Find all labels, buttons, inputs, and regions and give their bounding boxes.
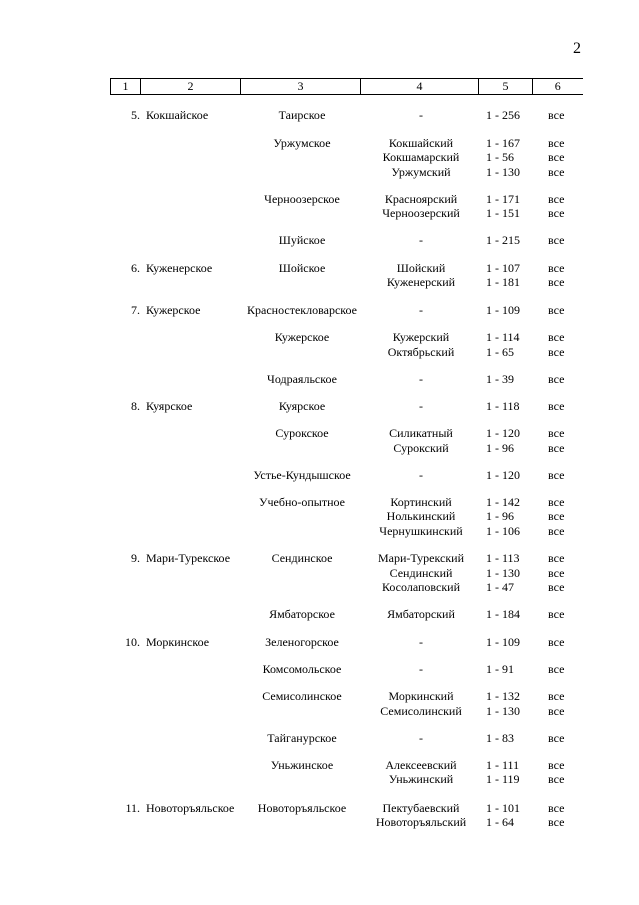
row-number: 5. xyxy=(131,108,140,122)
range-value: 1 - 120 xyxy=(486,467,520,482)
district-name: Новоторъяльское xyxy=(146,800,235,815)
scope-value: все xyxy=(548,757,565,772)
range-value: 1 - 56 xyxy=(486,150,514,164)
locality-name: Моркинский xyxy=(388,689,454,703)
column-header: 4 xyxy=(361,79,479,95)
range-value: 1 - 184 xyxy=(486,607,520,621)
table-group xyxy=(0,303,639,318)
locality-name: Силикатный xyxy=(389,426,453,440)
scope-value: все xyxy=(548,330,565,344)
scope-value: все xyxy=(548,164,565,179)
scope-value: все xyxy=(548,565,565,580)
table-group xyxy=(0,192,639,221)
scope-value: все xyxy=(548,108,565,122)
range-value: 1 - 39 xyxy=(486,371,514,386)
settlement-name: Куярское xyxy=(278,399,326,413)
locality-name: Куженерский xyxy=(386,275,456,289)
table-row xyxy=(0,426,639,441)
range-value: 1 - 114 xyxy=(486,330,520,344)
settlement-name: Уньжинское xyxy=(270,757,334,772)
locality-name: Косолаповский xyxy=(381,580,461,594)
row-number: 11. xyxy=(125,800,140,815)
range-value: 1 - 171 xyxy=(486,191,520,206)
scope-value: все xyxy=(548,772,565,786)
range-value: 1 - 130 xyxy=(486,565,520,580)
scope-value: все xyxy=(548,206,565,220)
settlement-name: Семисолинское xyxy=(262,689,342,703)
district-name: Куженерское xyxy=(146,260,213,275)
settlement-name: Новоторъяльское xyxy=(257,800,347,815)
scope-value: все xyxy=(548,494,565,509)
table-row xyxy=(0,704,639,719)
scope-value: все xyxy=(548,399,565,413)
table-row xyxy=(0,150,639,165)
settlement-name: Шойское xyxy=(278,260,326,275)
range-value: 1 - 109 xyxy=(486,634,520,649)
row-number: 9. xyxy=(131,551,140,565)
table-row xyxy=(0,495,639,510)
range-value: 1 - 142 xyxy=(486,494,520,509)
range-value: 1 - 96 xyxy=(486,509,514,523)
locality-name: Новоторъяльский xyxy=(375,815,467,829)
locality-name: - xyxy=(419,302,423,317)
scope-value: все xyxy=(548,523,565,538)
table-row xyxy=(0,345,639,360)
range-value: 1 - 151 xyxy=(486,206,520,220)
locality-name: Кортинский xyxy=(390,494,452,509)
table-row xyxy=(0,441,639,456)
district-name: Куярское xyxy=(146,399,193,413)
table-group xyxy=(0,689,639,718)
settlement-name: Учебно-опытное xyxy=(258,494,345,509)
scope-value: все xyxy=(548,233,565,247)
scope-value: все xyxy=(548,607,565,621)
table-row xyxy=(0,509,639,524)
locality-name: - xyxy=(419,399,423,413)
row-number: 6. xyxy=(131,260,140,275)
table-group xyxy=(0,468,639,483)
scope-value: все xyxy=(548,689,565,703)
table-row xyxy=(0,566,639,581)
locality-name: Шойский xyxy=(396,260,446,275)
locality-name: Пектубаевский xyxy=(382,800,460,815)
table-row xyxy=(0,275,639,290)
table-group xyxy=(0,607,639,622)
table-row xyxy=(0,303,639,318)
table-group xyxy=(0,758,639,787)
scope-value: все xyxy=(548,371,565,386)
district-name: Кужерское xyxy=(146,302,201,317)
locality-name: Чернушкинский xyxy=(379,523,463,538)
scope-value: все xyxy=(548,551,565,565)
range-value: 1 - 65 xyxy=(486,344,514,359)
scope-value: все xyxy=(548,426,565,440)
locality-name: - xyxy=(419,108,423,122)
locality-name: Мари-Турекский xyxy=(377,551,464,565)
table-group xyxy=(0,233,639,248)
district-name: Мари-Турекское xyxy=(146,551,231,565)
table-row xyxy=(0,662,639,677)
locality-name: Алексеевский xyxy=(385,757,457,772)
settlement-name: Красностекловарское xyxy=(247,302,357,317)
table-group xyxy=(0,330,639,359)
scope-value: все xyxy=(548,815,565,829)
table-row xyxy=(0,206,639,221)
scope-value: все xyxy=(548,135,565,150)
scope-value: все xyxy=(548,634,565,649)
range-value: 1 - 118 xyxy=(486,399,520,413)
table-group xyxy=(0,399,639,414)
scope-value: все xyxy=(548,275,565,289)
district-name: Моркинское xyxy=(146,634,210,649)
locality-name: Кужерский xyxy=(392,330,450,344)
range-value: 1 - 83 xyxy=(486,730,514,745)
locality-name: Сендинский xyxy=(389,565,453,580)
column-header: 1 xyxy=(111,79,141,95)
range-value: 1 - 256 xyxy=(486,108,520,122)
scope-value: все xyxy=(548,344,565,359)
locality-name: - xyxy=(419,371,423,386)
table-row xyxy=(0,192,639,207)
locality-name: Черноозерский xyxy=(382,206,460,220)
table-group xyxy=(0,261,639,290)
settlement-name: Ямбаторское xyxy=(269,607,335,621)
row-number: 8. xyxy=(131,399,140,413)
table-row xyxy=(0,108,639,123)
table-row xyxy=(0,551,639,566)
scope-value: все xyxy=(548,467,565,482)
table-row xyxy=(0,689,639,704)
settlement-name: Чодраяльское xyxy=(267,371,337,386)
locality-name: Сурокский xyxy=(393,440,449,455)
range-value: 1 - 215 xyxy=(486,233,520,247)
district-name: Кокшайское xyxy=(146,108,209,122)
table-group xyxy=(0,136,639,180)
range-value: 1 - 106 xyxy=(486,523,520,538)
table-row xyxy=(0,772,639,787)
locality-name: - xyxy=(419,233,423,247)
scope-value: все xyxy=(548,440,565,455)
table-row xyxy=(0,399,639,414)
column-header: 6 xyxy=(533,79,583,95)
range-value: 1 - 167 xyxy=(486,135,520,150)
row-number: 7. xyxy=(131,302,140,317)
table-row xyxy=(0,580,639,595)
page-number: 2 xyxy=(573,40,581,57)
table-row xyxy=(0,524,639,539)
table-group xyxy=(0,426,639,455)
locality-name: Уржумский xyxy=(391,164,451,179)
range-value: 1 - 109 xyxy=(486,302,520,317)
locality-name: Кокшамарский xyxy=(382,150,460,164)
table-group xyxy=(0,495,639,539)
table-group xyxy=(0,108,639,123)
locality-name: - xyxy=(419,661,423,676)
table-row xyxy=(0,635,639,650)
table-group xyxy=(0,551,639,595)
table-row xyxy=(0,136,639,151)
range-value: 1 - 47 xyxy=(486,580,514,594)
table-row xyxy=(0,731,639,746)
locality-name: Кокшайский xyxy=(388,135,454,150)
scope-value: все xyxy=(548,730,565,745)
table-row xyxy=(0,758,639,773)
settlement-name: Тайганурское xyxy=(267,730,337,745)
range-value: 1 - 113 xyxy=(486,551,520,565)
table-group xyxy=(0,662,639,677)
table-row xyxy=(0,261,639,276)
table-body xyxy=(0,108,639,830)
settlement-name: Зеленогорское xyxy=(265,634,339,649)
scope-value: все xyxy=(548,302,565,317)
table-row xyxy=(0,330,639,345)
range-value: 1 - 181 xyxy=(486,275,520,289)
table-group xyxy=(0,635,639,650)
table-row xyxy=(0,468,639,483)
table-row xyxy=(0,801,639,816)
table-group xyxy=(0,801,639,830)
locality-name: - xyxy=(419,730,423,745)
locality-name: Ямбаторский xyxy=(387,607,455,621)
scope-value: все xyxy=(548,260,565,275)
column-header-row xyxy=(110,78,583,95)
settlement-name: Сурокское xyxy=(275,426,329,440)
scope-value: все xyxy=(548,509,565,523)
locality-name: Семисолинский xyxy=(380,703,462,718)
settlement-name: Шуйское xyxy=(278,233,326,247)
range-value: 1 - 111 xyxy=(486,757,520,772)
locality-name: Красноярский xyxy=(384,191,458,206)
table-row xyxy=(0,607,639,622)
locality-name: - xyxy=(419,634,423,649)
scope-value: все xyxy=(548,703,565,718)
settlement-name: Устье-Кундышское xyxy=(253,467,351,482)
table-row xyxy=(0,233,639,248)
range-value: 1 - 120 xyxy=(486,426,520,440)
locality-name: - xyxy=(419,467,423,482)
table-row xyxy=(0,165,639,180)
column-header: 3 xyxy=(241,79,361,95)
row-number: 10. xyxy=(125,634,140,649)
range-value: 1 - 130 xyxy=(486,703,520,718)
settlement-name: Комсомольское xyxy=(262,661,342,676)
settlement-name: Таирское xyxy=(278,108,326,122)
table-group xyxy=(0,372,639,387)
locality-name: Нолькинский xyxy=(386,509,456,523)
settlement-name: Черноозерское xyxy=(264,191,340,206)
scope-value: все xyxy=(548,580,565,594)
column-header: 2 xyxy=(141,79,241,95)
scope-value: все xyxy=(548,150,565,164)
range-value: 1 - 132 xyxy=(486,689,520,703)
range-value: 1 - 107 xyxy=(486,260,520,275)
range-value: 1 - 101 xyxy=(486,800,520,815)
scope-value: все xyxy=(548,800,565,815)
table-group xyxy=(0,731,639,746)
settlement-name: Сендинское xyxy=(271,551,333,565)
range-value: 1 - 64 xyxy=(486,815,514,829)
range-value: 1 - 119 xyxy=(486,772,520,786)
locality-name: Уньжинский xyxy=(388,772,454,786)
settlement-name: Кужерское xyxy=(274,330,330,344)
range-value: 1 - 130 xyxy=(486,164,520,179)
settlement-name: Уржумское xyxy=(273,135,331,150)
locality-name: Октябрьский xyxy=(387,344,455,359)
range-value: 1 - 91 xyxy=(486,661,514,676)
table-row xyxy=(0,815,639,830)
scope-value: все xyxy=(548,661,565,676)
range-value: 1 - 96 xyxy=(486,440,514,455)
column-header: 5 xyxy=(479,79,533,95)
table-row xyxy=(0,372,639,387)
scope-value: все xyxy=(548,191,565,206)
